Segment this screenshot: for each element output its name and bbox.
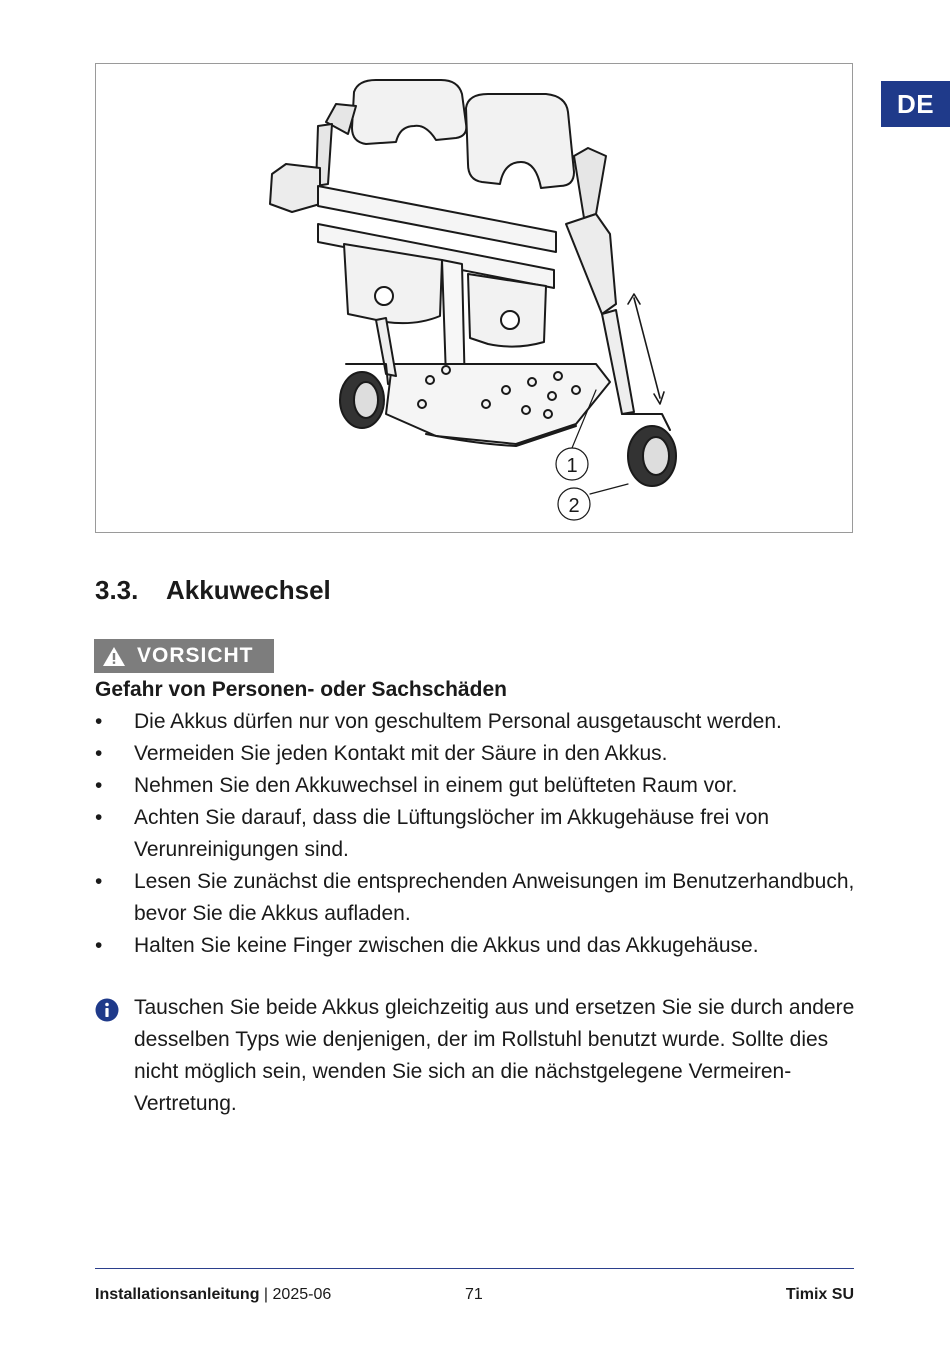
list-item [95,930,855,962]
bullet-symbol: • [95,934,103,957]
caution-list [95,706,855,962]
list-item [95,770,855,802]
section-number: 3.3. [95,575,139,605]
section-heading [95,575,331,606]
figure-wheelchair-frame [95,63,853,533]
bullet-symbol: • [95,806,103,829]
list-item-text: Achten Sie darauf, dass die Lüftungslöcher im Akkugehäuse frei von Verunreinigungen sind. [134,806,770,861]
bullet-symbol: • [95,742,103,765]
bullet-symbol: • [95,774,103,797]
list-item [95,866,855,930]
page-number: 71 [465,1286,483,1303]
footer-date: 2025-06 [272,1286,332,1303]
info-note [95,992,860,1120]
bullet-symbol: • [95,870,103,893]
wheelchair-frame-illustration [96,64,854,534]
footer-product: Timix SU [785,1286,854,1303]
caution-label: VORSICHT [137,644,254,667]
callout-1-label: 1 [566,455,578,477]
list-item-text: Die Akkus dürfen nur von geschultem Personal ausgetauscht werden. [134,710,782,733]
footer-divider [95,1268,854,1269]
bullet-symbol: • [95,710,103,733]
language-tab: DE [881,81,950,127]
footer-separator: | [259,1286,273,1303]
section-title: Akkuwechsel [166,575,331,605]
footer-doc-type: Installationsanleitung [95,1286,260,1303]
callout-2-label: 2 [568,495,580,517]
warning-triangle-icon [102,646,126,667]
list-item [95,802,855,866]
caution-title: Gefahr von Personen- oder Sachschäden [95,678,507,701]
callout-1 [556,448,588,480]
list-item-text: Vermeiden Sie jeden Kontakt mit der Säure in den Akkus. [134,742,668,765]
list-item [95,706,855,738]
callout-2 [558,488,590,520]
list-item [95,738,855,770]
list-item-text: Nehmen Sie den Akkuwechsel in einem gut belüfteten Raum vor. [134,774,738,797]
info-icon [95,998,119,1022]
caution-badge [94,639,274,673]
info-text: Tauschen Sie beide Akkus gleichzeitig aus und ersetzen Sie sie durch andere desselben Typs wie denjenigen, der im Rollstuhl benutzt wurde. Sollte dies nicht möglich sein, wenden Sie sich an die nächstgelegene Vermeiren-Vertretung. [134,996,855,1115]
footer-doc-info [95,1286,331,1304]
list-item-text: Halten Sie keine Finger zwischen die Akkus und das Akkugehäuse. [134,934,759,957]
list-item-text: Lesen Sie zunächst die entsprechenden Anweisungen im Benutzerhandbuch, bevor Sie die Akkus aufladen. [134,870,855,925]
